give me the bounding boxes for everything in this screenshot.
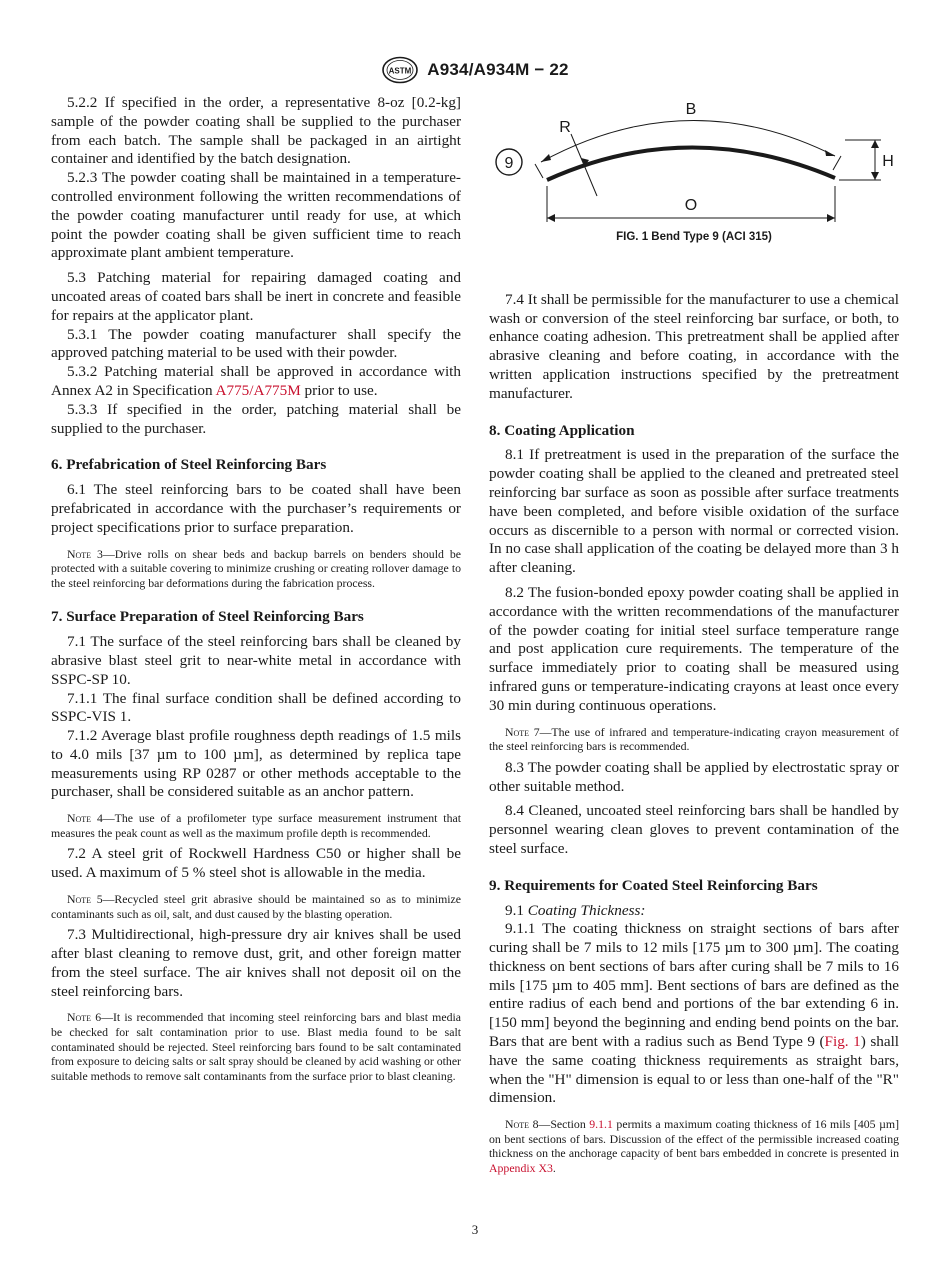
para-5-3-1: 5.3.1 The powder coating manufacturer shall specify the approved patching material to be used with their powder. bbox=[51, 325, 461, 362]
para-9-1-1-text: 9.1.1 The coating thickness on straight sections of bars after curing shall be 7 mils to 12 mils [175 µm to 300 µm]. The coating thickness on bent sections of bars after curing shall be 7 mils to 16 mils [175 µm to 405 mm]. Bent sections of bars are defined as the entire radius of each bend and portions of the bar extending 6 in. [150 mm] beyond the beginning and ending bend points on the bar. Bars that are bent with a radius such as Bend Type 9 ( bbox=[489, 920, 899, 1051]
page-header bbox=[0, 56, 950, 84]
note-4 bbox=[51, 811, 461, 840]
para-8-4: 8.4 Cleaned, uncoated steel reinforcing bars shall be handled by personnel wearing clean gloves to prevent contamination of the steel surface. bbox=[489, 802, 899, 857]
label-o: O bbox=[684, 197, 698, 214]
para-5-3: 5.3 Patching material for repairing damaged coating and uncoated areas of coated bars shall be inert in concrete and feasible for repairs at the applicator plant. bbox=[51, 269, 461, 324]
section-7-heading: 7. Surface Preparation of Steel Reinforcing Bars bbox=[51, 608, 364, 626]
radius-line bbox=[571, 134, 597, 196]
note-7-label: Note 7 bbox=[505, 724, 540, 739]
note-4-text: —The use of a profilometer type surface measurement instrument that measures the peak count as well as the maximum profile depth is recommended. bbox=[51, 811, 461, 840]
note-3 bbox=[51, 547, 461, 591]
para-9-1 bbox=[489, 902, 899, 921]
note-8 bbox=[489, 1117, 899, 1175]
para-7-1-2: 7.1.2 Average blast profile roughness depth readings of 1.5 mils to 4.0 mils [37 µm to 100 µm], as determined by replica tape measurements using RP 0287 or other methods acceptable to the purchaser, shall be considered suitable as an anchor pattern. bbox=[51, 727, 461, 801]
note-8-text-a: —Section bbox=[538, 1117, 590, 1132]
para-9-1-1 bbox=[489, 920, 899, 1108]
label-h: H bbox=[882, 153, 894, 170]
note-5 bbox=[51, 892, 461, 921]
right-column bbox=[489, 94, 899, 1176]
para-8-1: 8.1 If pretreatment is used in the preparation of the surface the powder coating shall be applied to the cleaned and pretreated steel reinforcing bar surface as soon as possible after surface treatments have been completed, and before visible oxidation of the surface occurs as discernible to a person with normal or corrected vision. In no case shall application of the coating be delayed more than 3 h after cleaning. bbox=[489, 446, 899, 577]
bent-bar bbox=[547, 147, 835, 180]
figure-1 bbox=[489, 94, 899, 222]
para-7-1: 7.1 The surface of the steel reinforcing bars shall be cleaned by abrasive blast steel grit to near-white metal in accordance with SSPC-SP 10. bbox=[51, 633, 461, 688]
note-6 bbox=[51, 1010, 461, 1083]
note-4-label: Note 4 bbox=[67, 811, 103, 826]
page-number: 3 bbox=[471, 1222, 479, 1237]
para-9-1-number: 9.1 bbox=[505, 901, 528, 919]
arrow-b-right bbox=[825, 150, 835, 156]
section-9-heading: 9. Requirements for Coated Steel Reinforcing Bars bbox=[489, 876, 818, 894]
logo-text: ASTM bbox=[388, 66, 412, 76]
note-8-text-b: permits a maximum coating thickness of 16 mils [405 µm] on bent sections of bars. Discussion of the effect of the permissible increased coating thickness on the anchorage capacity of bent bars embedded in concrete is presented in bbox=[489, 1117, 899, 1161]
link-section-9-1-1[interactable]: 9.1.1 bbox=[589, 1117, 613, 1132]
bend-type-9-diagram bbox=[489, 94, 899, 222]
para-5-3-2-tail: prior to use. bbox=[300, 381, 378, 399]
link-a775[interactable]: A775/A775M bbox=[215, 381, 301, 399]
para-5-2-3: 5.2.3 The powder coating shall be maintained in a temperature-controlled environment following the written recommendations of the powder coating manufacturer until ready for use, at which point the powder coating shall be given sufficient time to reach approximate plant ambient temperature. bbox=[51, 169, 461, 262]
para-7-2: 7.2 A steel grit of Rockwell Hardness C50 or higher shall be used. A maximum of 5 % steel shot is allowable in the media. bbox=[51, 845, 461, 882]
left-column bbox=[51, 94, 461, 1083]
note-7-text: —The use of infrared and temperature-indicating crayon measurement of the steel reinforcing bars is recommended. bbox=[489, 724, 899, 754]
bend-number: 9 bbox=[504, 155, 514, 172]
note-3-label: Note 3 bbox=[67, 546, 103, 561]
para-5-3-2-text: 5.3.2 Patching material shall be approved in accordance with Annex A2 in Specification bbox=[51, 363, 461, 399]
section-6-heading: 6. Prefabrication of Steel Reinforcing Bars bbox=[51, 456, 327, 474]
label-b: B bbox=[685, 101, 697, 118]
arc-dimension-b bbox=[541, 120, 835, 162]
document-designation: A934/A934M − 22 bbox=[427, 60, 569, 79]
para-5-2-2: 5.2.2 If specified in the order, a representative 8-oz [0.2-kg] sample of the powder coating shall be supplied to the purchaser from each batch. The sample shall be packaged in an airtight container and identified by the batch designation. bbox=[51, 94, 461, 168]
note-6-text: —It is recommended that incoming steel reinforcing bars and blast media be checked for salt contamination prior to use. Blast media found to be salt contaminated should be rejected. Steel reinforcing bars found to be salt contaminated from exposure to deicing salts or salt spray should be cleaned by acid washing or other suitable methods to remove salt contaminants from the surface prior to blast cleaning. bbox=[51, 1010, 462, 1083]
para-8-2: 8.2 The fusion-bonded epoxy powder coating shall be applied in accordance with the written recommendations of the manufacturer of the powder coating for initial steel surface temperature range and post application cure requirements. The temperature of the surface immediately prior to coating shall be measured using infrared guns or temperature-indicating crayons at least once every 30 min during continuous operations. bbox=[489, 583, 899, 714]
para-6-1: 6.1 The steel reinforcing bars to be coated shall have been prefabricated in accordance with the purchaser’s requirements or project specifications prior to surface preparation. bbox=[51, 481, 461, 536]
para-7-3: 7.3 Multidirectional, high-pressure dry air knives shall be used after blast cleaning to remove dust, grit, and other foreign matter from the steel surface. The air knives shall not deposit oil on the steel reinforcing bars. bbox=[51, 926, 461, 1000]
figure-1-caption: FIG. 1 Bend Type 9 (ACI 315) bbox=[616, 231, 772, 243]
para-7-4: 7.4 It shall be permissible for the manufacturer to use a chemical wash or conversion of the steel reinforcing bar surface, or both, to enhance coating adhesion. This pretreatment shall be applied after abrasive cleaning and before coating, in accordance with the written application instructions specified by the pretreatment manufacturer. bbox=[489, 290, 899, 402]
note-7 bbox=[489, 725, 899, 754]
para-7-1-1: 7.1.1 The final surface condition shall be defined according to SSPC-VIS 1. bbox=[51, 689, 461, 726]
para-5-3-3: 5.3.3 If specified in the order, patching material shall be supplied to the purchaser. bbox=[51, 400, 461, 437]
note-8-text-c: . bbox=[552, 1161, 556, 1176]
label-r: R bbox=[559, 119, 571, 136]
arrow-b-left bbox=[541, 154, 551, 162]
astm-logo-icon bbox=[381, 56, 419, 84]
para-5-3-2 bbox=[51, 363, 461, 401]
note-6-label: Note 6 bbox=[67, 1010, 102, 1025]
section-8-heading: 8. Coating Application bbox=[489, 421, 635, 439]
para-8-3: 8.3 The powder coating shall be applied by electrostatic spray or other suitable method. bbox=[489, 758, 899, 795]
note-5-text: —Recycled steel grit abrasive should be maintained so as to minimize contaminants such as oil, salt, and dust caused by the blasting operation. bbox=[51, 892, 461, 921]
note-3-text: —Drive rolls on shear beds and backup barrels on benders should be protected with a suitable covering to minimize crushing or creating rollover damage to the steel reinforcing bar deformations during the fabrication process. bbox=[51, 546, 461, 590]
para-9-1-title: Coating Thickness: bbox=[527, 901, 646, 919]
para-9-1-1-tail: ) shall have the same coating thickness requirements as straight bars, when the "H" dimension is equal to or less than one-half of the "R" dimension. bbox=[489, 1033, 900, 1107]
link-fig-1[interactable]: Fig. 1 bbox=[824, 1033, 861, 1051]
link-appendix-x3[interactable]: Appendix X3 bbox=[489, 1161, 553, 1176]
note-5-label: Note 5 bbox=[67, 892, 103, 907]
note-8-label: Note 8 bbox=[505, 1117, 539, 1132]
